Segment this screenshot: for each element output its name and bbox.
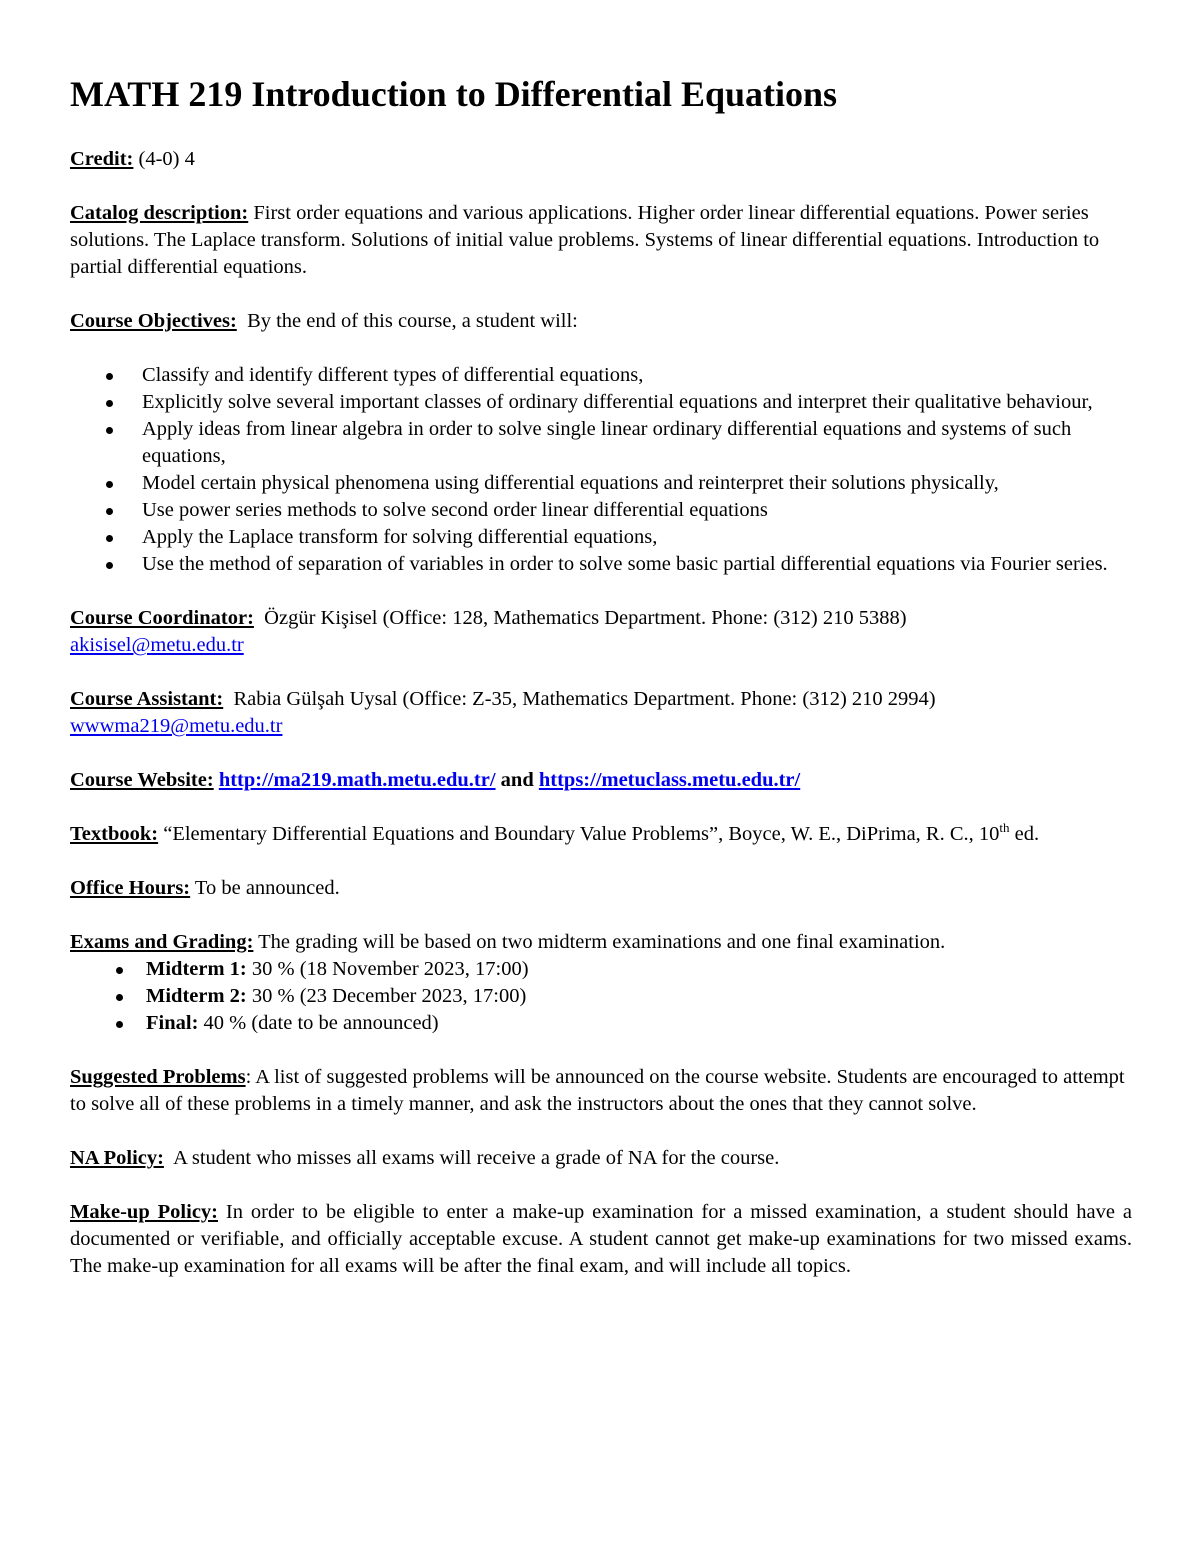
catalog-label: Catalog description: [70, 202, 249, 224]
textbook-text: “Elementary Differential Equations and Boundary Value Problems”, Boyce, W. E., DiPrima, R. C., 10 [158, 823, 1000, 845]
list-item [70, 1010, 1132, 1037]
credit-value: (4-0) 4 [133, 148, 195, 170]
coordinator-text: Özgür Kişisel (Office: 128, Mathematics Department. Phone: (312) 210 5388) [253, 607, 907, 629]
objectives-intro: By the end of this course, a student will: [236, 310, 578, 332]
list-item: Use the method of separation of variables in order to solve some basic partial differential equations via Fourier series. [70, 551, 1132, 578]
list-item: Use power series methods to solve second order linear differential equations [70, 497, 1132, 524]
objectives-label: Course Objectives: [70, 310, 237, 332]
website-and: and [495, 769, 539, 791]
assistant-section [70, 686, 1132, 740]
textbook-sup: th [999, 820, 1010, 836]
grading-list [70, 956, 1132, 1037]
list-item [70, 956, 1132, 983]
exams-text: The grading will be based on two midterm examinations and one final examination. [253, 931, 946, 953]
objectives-section [70, 308, 1132, 335]
assistant-label: Course Assistant: [70, 688, 224, 710]
assistant-email-link[interactable]: wwwma219@metu.edu.tr [70, 715, 283, 737]
makeup-section [70, 1199, 1132, 1280]
list-item: Classify and identify different types of differential equations, [70, 362, 1132, 389]
makeup-label: Make-up Policy: [70, 1201, 218, 1223]
website-link-primary[interactable]: http://ma219.math.metu.edu.tr/ [218, 769, 496, 791]
website-label: Course Website: [70, 769, 214, 791]
credit-section [70, 146, 1132, 173]
list-item: Explicitly solve several important classes of ordinary differential equations and interpret their qualitative behaviour, [70, 389, 1132, 416]
page-title: MATH 219 Introduction to Differential Equations [70, 74, 838, 114]
na-policy-section [70, 1145, 1132, 1172]
grade-item-detail: 40 % (date to be announced) [198, 1012, 439, 1034]
assistant-text: Rabia Gülşah Uysal (Office: Z-35, Mathematics Department. Phone: (312) 210 2994) [223, 688, 936, 710]
grade-item-detail: 30 % (23 December 2023, 17:00) [246, 985, 527, 1007]
list-item [70, 983, 1132, 1010]
exams-section [70, 929, 1132, 956]
suggested-text: : A list of suggested problems will be announced on the course website. Students are encouraged to attempt to solve all of these problems in a timely manner, and ask the instructors about the ones that they cannot solve. [70, 1066, 1125, 1115]
grade-item-name: Midterm 1: [146, 958, 247, 980]
textbook-suffix: ed. [1009, 823, 1040, 845]
credit-label: Credit: [70, 148, 134, 170]
website-section [70, 767, 1132, 794]
catalog-section [70, 200, 1132, 281]
makeup-text: In order to be eligible to enter a make-up examination for a missed examination, a student should have a documented or verifiable, and officially acceptable excuse. A student cannot get make-up examinations for two missed exams. The make-up examination for all exams will be after the final exam, and will include all topics. [70, 1201, 1132, 1277]
syllabus-page [70, 72, 1132, 1307]
website-link-metuclass[interactable]: https://metuclass.metu.edu.tr/ [538, 769, 801, 791]
grade-item-name: Midterm 2: [146, 985, 247, 1007]
office-hours-label: Office Hours: [70, 877, 191, 899]
list-item: Model certain physical phenomena using differential equations and reinterpret their solutions physically, [70, 470, 1132, 497]
textbook-section [70, 821, 1132, 848]
na-policy-label: NA Policy: [70, 1147, 164, 1169]
office-hours-section [70, 875, 1132, 902]
suggested-label: Suggested Problems [70, 1066, 246, 1088]
list-item: Apply the Laplace transform for solving differential equations, [70, 524, 1132, 551]
coordinator-section [70, 605, 1132, 659]
coordinator-label: Course Coordinator: [70, 607, 254, 629]
list-item: Apply ideas from linear algebra in order to solve single linear ordinary differential equations and systems of such equations, [70, 416, 1132, 470]
suggested-section [70, 1064, 1132, 1118]
office-hours-text: To be announced. [190, 877, 340, 899]
exams-label: Exams and Grading: [70, 931, 254, 953]
grade-item-name: Final: [146, 1012, 199, 1034]
grade-item-detail: 30 % (18 November 2023, 17:00) [246, 958, 529, 980]
objectives-list [70, 362, 1132, 578]
textbook-label: Textbook: [70, 823, 159, 845]
na-policy-text: A student who misses all exams will receive a grade of NA for the course. [163, 1147, 780, 1169]
catalog-text: First order equations and various applications. Higher order linear differential equations. Power series solutions. The Laplace transform. Solutions of initial value problems. Systems of linear differential equations. Introduction to partial differential equations. [70, 202, 1100, 278]
coordinator-email-link[interactable]: akisisel@metu.edu.tr [70, 634, 244, 656]
